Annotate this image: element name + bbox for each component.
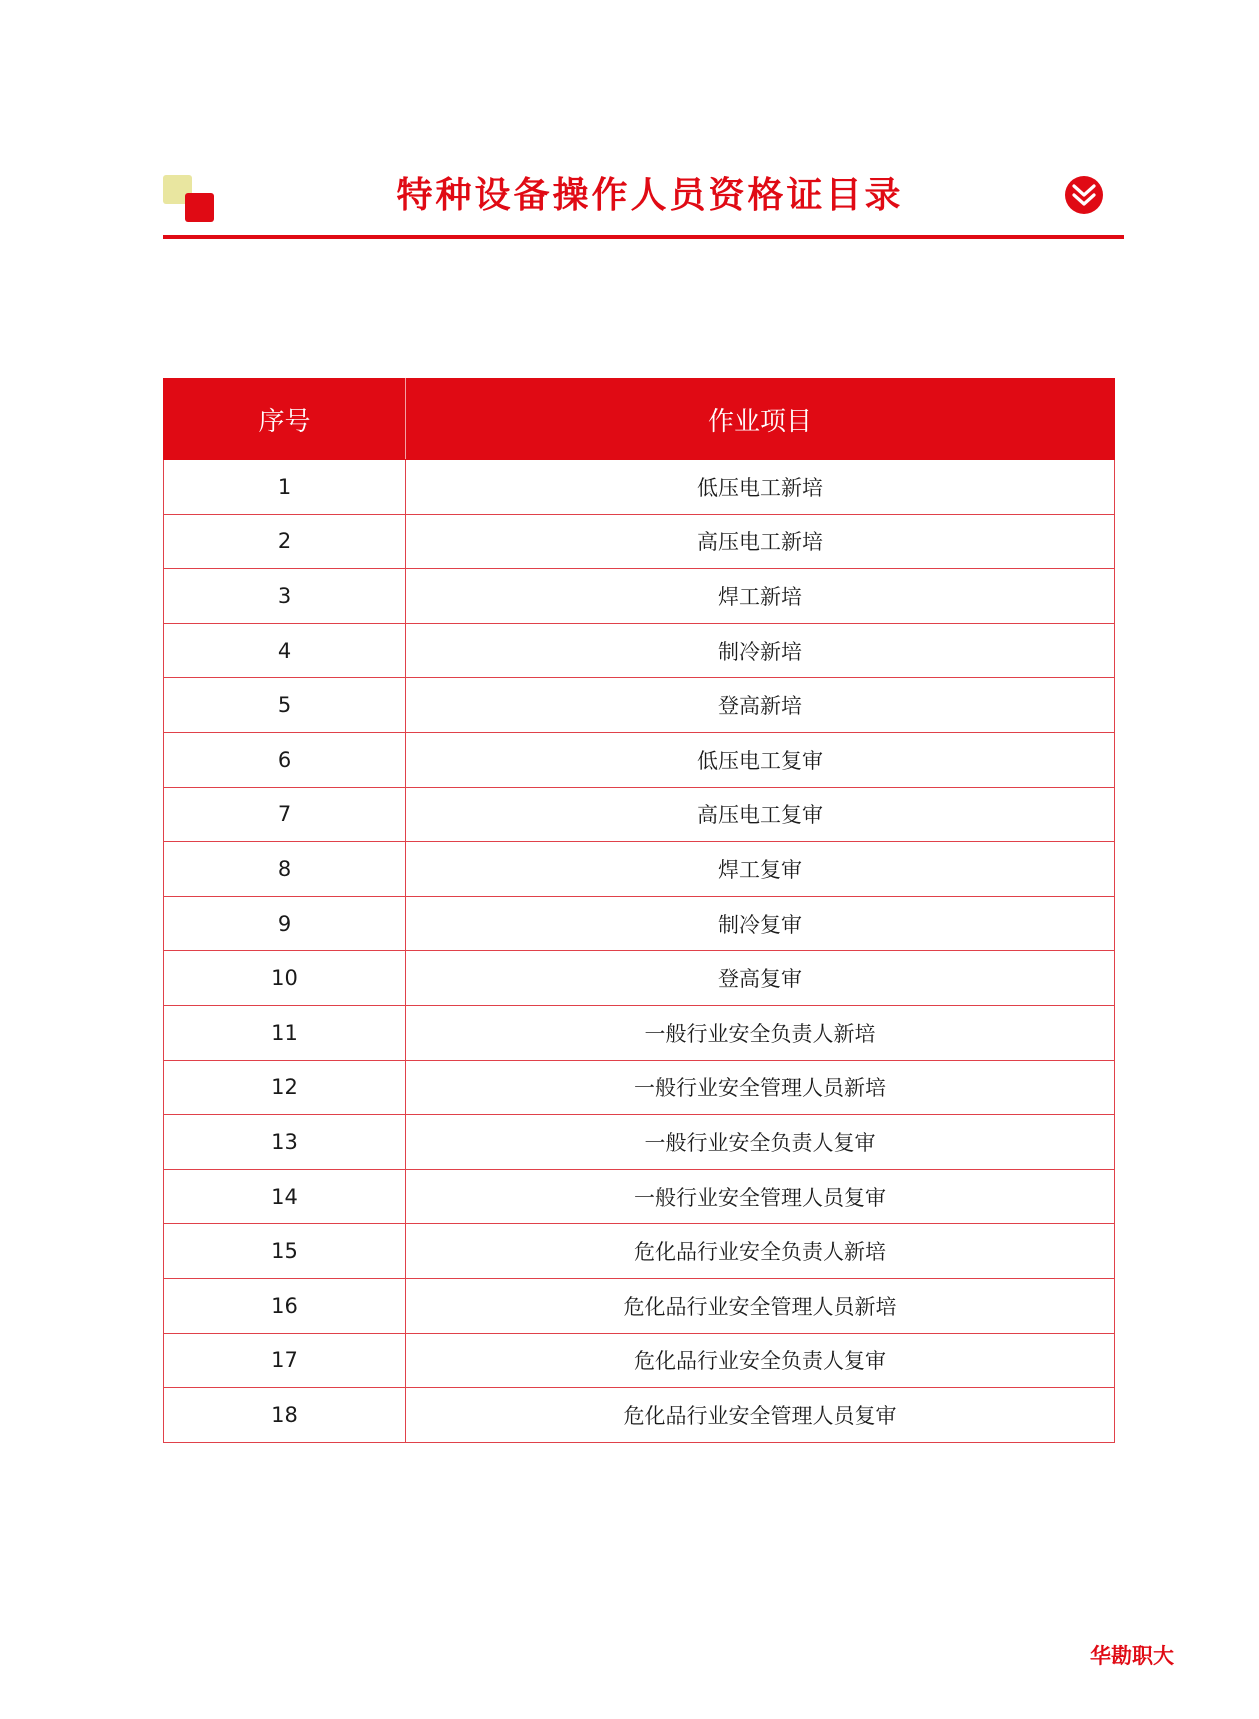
- row-item: 低压电工复审: [406, 732, 1115, 787]
- deco-square-red: [185, 193, 214, 222]
- row-item: 低压电工新培: [406, 460, 1115, 515]
- row-number: 5: [164, 678, 406, 733]
- course-table: [163, 378, 1115, 1443]
- row-item: 登高新培: [406, 678, 1115, 733]
- table-row: [164, 1060, 1115, 1115]
- row-number: 15: [164, 1224, 406, 1279]
- footer-brand: 华勘职大: [1090, 1644, 1174, 1668]
- row-number: 16: [164, 1278, 406, 1333]
- table-row: [164, 623, 1115, 678]
- page-title: 特种设备操作人员资格证目录: [396, 175, 904, 216]
- row-number: 4: [164, 623, 406, 678]
- row-number: 8: [164, 842, 406, 897]
- row-number: 10: [164, 951, 406, 1006]
- table-row: [164, 460, 1115, 515]
- row-item: 一般行业安全负责人复审: [406, 1115, 1115, 1170]
- table-row: [164, 1115, 1115, 1170]
- table-row: [164, 842, 1115, 897]
- row-number: 3: [164, 569, 406, 624]
- table-row: [164, 1169, 1115, 1224]
- column-header-item: 作业项目: [406, 379, 1115, 460]
- table-row: [164, 1278, 1115, 1333]
- table-row: [164, 569, 1115, 624]
- row-number: 18: [164, 1388, 406, 1443]
- table-body: [164, 460, 1115, 1443]
- table-row: [164, 896, 1115, 951]
- row-item: 高压电工复审: [406, 787, 1115, 842]
- double-chevron-down-icon[interactable]: [1064, 175, 1104, 215]
- row-item: 危化品行业安全管理人员复审: [406, 1388, 1115, 1443]
- row-number: 11: [164, 1005, 406, 1060]
- table-row: [164, 787, 1115, 842]
- row-number: 14: [164, 1169, 406, 1224]
- row-item: 一般行业安全负责人新培: [406, 1005, 1115, 1060]
- row-item: 登高复审: [406, 951, 1115, 1006]
- row-number: 2: [164, 514, 406, 569]
- row-item: 危化品行业安全管理人员新培: [406, 1278, 1115, 1333]
- column-header-number: 序号: [164, 379, 406, 460]
- row-number: 9: [164, 896, 406, 951]
- title-divider: [163, 235, 1124, 239]
- row-number: 12: [164, 1060, 406, 1115]
- row-item: 一般行业安全管理人员复审: [406, 1169, 1115, 1224]
- table-row: [164, 678, 1115, 733]
- stacked-squares-icon: [163, 175, 215, 223]
- row-item: 焊工新培: [406, 569, 1115, 624]
- row-item: 制冷新培: [406, 623, 1115, 678]
- row-item: 危化品行业安全负责人复审: [406, 1333, 1115, 1388]
- table-row: [164, 514, 1115, 569]
- table-row: [164, 732, 1115, 787]
- table-row: [164, 1005, 1115, 1060]
- row-item: 一般行业安全管理人员新培: [406, 1060, 1115, 1115]
- table-header-row: [164, 379, 1115, 460]
- table-row: [164, 951, 1115, 1006]
- table-row: [164, 1388, 1115, 1443]
- row-item: 焊工复审: [406, 842, 1115, 897]
- table-row: [164, 1333, 1115, 1388]
- row-item: 高压电工新培: [406, 514, 1115, 569]
- row-item: 危化品行业安全负责人新培: [406, 1224, 1115, 1279]
- row-number: 1: [164, 460, 406, 515]
- row-item: 制冷复审: [406, 896, 1115, 951]
- row-number: 17: [164, 1333, 406, 1388]
- row-number: 6: [164, 732, 406, 787]
- row-number: 13: [164, 1115, 406, 1170]
- row-number: 7: [164, 787, 406, 842]
- table-row: [164, 1224, 1115, 1279]
